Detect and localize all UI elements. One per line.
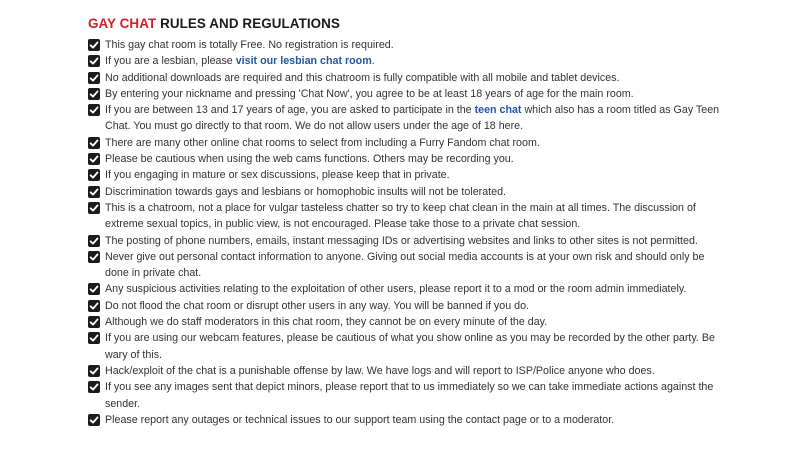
rule-item xyxy=(88,330,720,363)
rule-text: This gay chat room is totally Free. No registration is required. xyxy=(105,39,394,51)
rule-text: Never give out personal contact information to anyone. Giving out social media accounts is at your own risk and should only be done in private chat. xyxy=(105,250,705,280)
rule-item xyxy=(88,37,720,53)
rule-item xyxy=(88,298,720,314)
rule-item xyxy=(88,249,720,282)
checkbox-checked-icon xyxy=(88,88,100,100)
rules-list xyxy=(88,37,720,428)
rule-item xyxy=(88,314,720,330)
checkbox-checked-icon xyxy=(88,104,100,116)
checkbox-checked-icon xyxy=(88,316,100,328)
rule-text: If you are between 13 and 17 years of age, you are asked to participate in the xyxy=(105,104,475,117)
rule-text: If you see any images sent that depict minors, please report that to us immediately so we can take immediate actions against the sender. xyxy=(105,381,714,410)
rule-item xyxy=(88,70,720,86)
checkbox-checked-icon xyxy=(88,300,100,312)
rule-text: No additional downloads are required and this chatroom is fully compatible with all mobile and tablet devices. xyxy=(105,71,620,84)
rule-item xyxy=(88,151,720,167)
rule-text: Any suspicious activities relating to the exploitation of other users, please report it to a mod or the room admin immediately. xyxy=(105,283,687,296)
rule-text: Although we do staff moderators in this chat room, they cannot be on every minute of the day. xyxy=(105,316,548,329)
rule-link[interactable]: visit our lesbian chat room xyxy=(235,55,372,68)
rule-text: There are many other online chat rooms to select from including a Furry Fandom chat room. xyxy=(105,136,540,149)
rule-item xyxy=(88,233,720,249)
rule-text: By entering your nickname and pressing 'Chat Now', you agree to be at least 18 years of age for the main room. xyxy=(105,87,634,100)
rule-item xyxy=(88,135,720,151)
rule-text: If you engaging in mature or sex discussions, please keep that in private. xyxy=(105,169,450,182)
rule-item xyxy=(88,363,720,379)
checkbox-checked-icon xyxy=(88,332,100,344)
rule-link[interactable]: teen chat xyxy=(474,104,522,117)
checkbox-checked-icon xyxy=(88,169,100,181)
checkbox-checked-icon xyxy=(88,381,100,393)
rule-text: If you are using our webcam features, please be cautious of what you show online as you may be recorded by the other party. Be wary of this. xyxy=(105,332,715,361)
checkbox-checked-icon xyxy=(88,202,100,214)
checkbox-checked-icon xyxy=(88,72,100,84)
rule-item xyxy=(88,200,720,233)
rule-item xyxy=(88,281,720,297)
rule-text: The posting of phone numbers, emails, instant messaging IDs or advertising websites and links to other sites is not permitted. xyxy=(105,234,698,247)
checkbox-checked-icon xyxy=(88,153,100,165)
title-rest: RULES AND REGULATIONS xyxy=(156,16,340,31)
checkbox-checked-icon xyxy=(88,137,100,149)
rule-item xyxy=(88,102,720,135)
rule-item xyxy=(88,412,720,428)
rule-item xyxy=(88,379,720,412)
checkbox-checked-icon xyxy=(88,365,100,377)
rule-text: Do not flood the chat room or disrupt other users in any way. You will be banned if you do. xyxy=(105,299,529,312)
rule-item xyxy=(88,167,720,183)
rule-text: Discrimination towards gays and lesbians or homophobic insults will not be tolerated. xyxy=(105,185,506,198)
checkbox-checked-icon xyxy=(88,55,100,67)
rule-text: Hack/exploit of the chat is a punishable offense by law. We have logs and will report to ISP/Police anyone who does. xyxy=(105,364,655,377)
checkbox-checked-icon xyxy=(88,235,100,247)
rule-item xyxy=(88,53,720,69)
title-accent: GAY CHAT xyxy=(88,16,157,31)
rule-text: Please be cautious when using the web cams functions. Others may be recording you. xyxy=(105,153,514,166)
rule-text: If you are a lesbian, please xyxy=(105,55,236,68)
page-title xyxy=(88,16,780,32)
rule-item xyxy=(88,86,720,102)
rule-text: This is a chatroom, not a place for vulgar tasteless chatter so try to keep chat clean in the main at all times. The discussion of extreme sexual topics, in public view, is not encouraged. Please take those to a private chat session. xyxy=(105,201,696,231)
rule-item xyxy=(88,184,720,200)
checkbox-checked-icon xyxy=(88,186,100,198)
checkbox-checked-icon xyxy=(88,251,100,263)
rule-text: Please report any outages or technical issues to our support team using the contact page or to a moderator. xyxy=(105,413,615,426)
checkbox-checked-icon xyxy=(88,414,100,426)
checkbox-checked-icon xyxy=(88,39,100,51)
rule-text: . xyxy=(371,55,375,68)
rule-text: which also has a room titled as Gay Teen Chat. You must go directly to that room. We do not allow users under the age of 18 here. xyxy=(105,104,720,133)
checkbox-checked-icon xyxy=(88,283,100,295)
